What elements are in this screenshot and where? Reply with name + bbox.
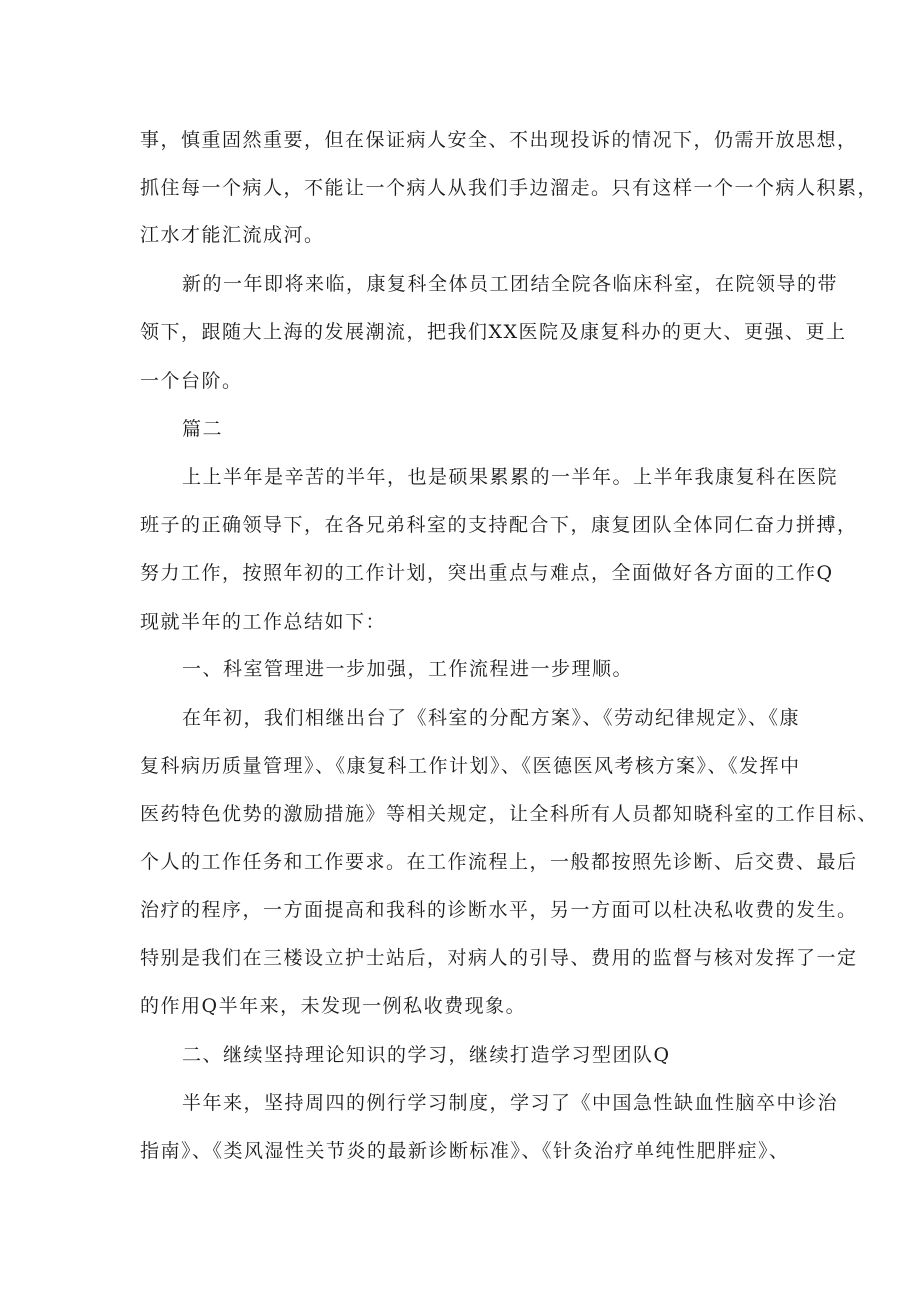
text-line: 治疗的程序，一方面提高和我科的诊断水平，另一方面可以杜决私收费的发生。 xyxy=(140,899,858,921)
text-line: 在年初，我们相继出台了《科室的分配方案》、《劳动纪律规定》、《康 xyxy=(182,707,801,729)
text-line: 复科病历质量管理》、《康复科工作计划》、《医德医风考核方案》、《发挥中 xyxy=(140,755,801,777)
text-line: 新的一年即将来临，康复科全体员工团结全院各临床科室，在院领导的带 xyxy=(182,273,839,295)
text-line: 事，慎重固然重要，但在保证病人安全、不出现投诉的情况下，仍需开放思想， xyxy=(140,129,858,151)
text-line: 的作用Q半年来，未发现一例私收费现象。 xyxy=(140,995,527,1017)
section-heading: 篇二 xyxy=(182,418,224,440)
text-line: 领下，跟随大上海的发展潮流，把我们XX医院及康复科办的更大、更强、更上 xyxy=(140,321,847,343)
text-line: 个人的工作任务和工作要求。在工作流程上，一般都按照先诊断、后交费、最后 xyxy=(140,851,858,873)
text-line: 江水才能汇流成河。 xyxy=(140,224,325,246)
text-line: 努力工作，按照年初的工作计划，突出重点与难点，全面做好各方面的工作Q xyxy=(140,562,834,584)
text-line: 一个台阶。 xyxy=(140,370,243,392)
text-line: 特别是我们在三楼设立护士站后，对病人的引导、费用的监督与核对发挥了一定 xyxy=(140,947,858,969)
text-line: 班子的正确领导下，在各兄弟科室的支持配合下，康复团队全体同仁奋力拼搏， xyxy=(140,514,858,536)
text-line: 指南》、《类风湿性关节炎的最新诊断标准》、《针灸治疗单纯性肥胖症》、 xyxy=(140,1140,790,1162)
text-line: 现就半年的工作总结如下： xyxy=(140,611,387,633)
text-line: 上上半年是辛苦的半年，也是硕果累累的一半年。上半年我康复科在医院 xyxy=(182,466,839,488)
text-line: 抓住每一个病人，不能让一个病人从我们手边溜走。只有这样一个一个病人积累， xyxy=(140,177,879,199)
text-line: 医药特色优势的激励措施》等相关规定，让全科所有人员都知晓科室的工作目标、 xyxy=(140,803,879,825)
subsection-heading: 二、继续坚持理论知识的学习，继续打造学习型团队Q xyxy=(182,1044,671,1066)
subsection-heading: 一、科室管理进一步加强，工作流程进一步理顺。 xyxy=(182,658,634,680)
text-line: 半年来，坚持周四的例行学习制度，学习了《中国急性缺血性脑卒中诊治 xyxy=(182,1092,839,1114)
